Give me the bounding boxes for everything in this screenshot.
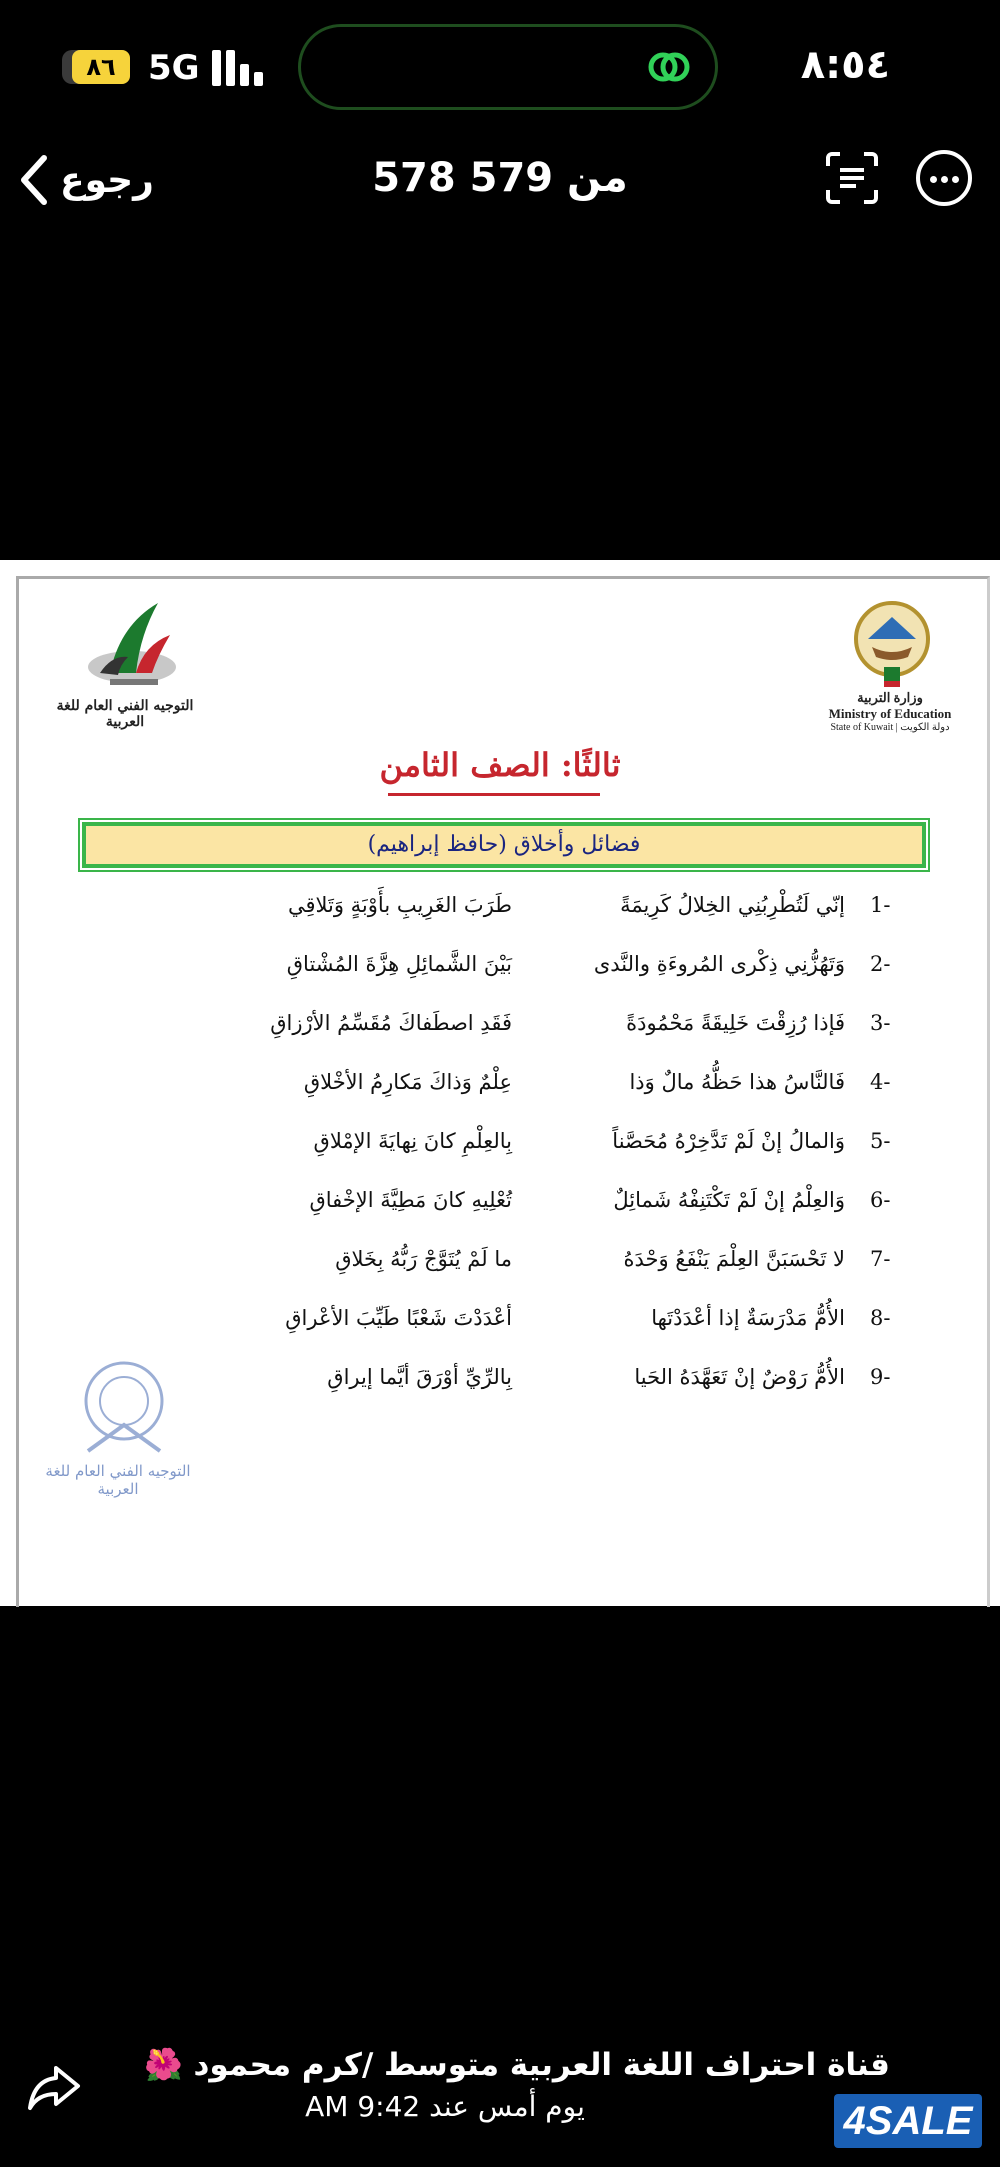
link-icon bbox=[643, 41, 695, 93]
verse-first-half: وَالمالُ إنْ لَمْ تَدَّخِرْهُ مُحَصَّناً bbox=[612, 1129, 845, 1153]
verse-row bbox=[0, 1129, 1000, 1169]
verse-second-half: أعْدَدْتَ شَعْبًا طَيِّبَ الأعْراقِ bbox=[285, 1306, 512, 1330]
document-page[interactable] bbox=[0, 560, 1000, 1606]
verse-second-half: تُعْلِيهِ كانَ مَطِيَّةَ الإخْفاقِ bbox=[309, 1188, 512, 1212]
verse-second-half: بَيْنَ الشَّمائِلِ هِزَّةَ المُشْتاقِ bbox=[286, 952, 512, 976]
verse-first-half: فَالنَّاسُ هذا حَظُّهُ مالٌ وَذا bbox=[629, 1070, 845, 1094]
arabic-guidance-logo bbox=[40, 595, 210, 705]
verse-number: 3- bbox=[870, 1011, 891, 1035]
verse-number: 2- bbox=[870, 952, 891, 976]
poem-title: فضائل وأخلاق (حافظ إبراهيم) bbox=[82, 822, 926, 868]
verse-first-half: الأُمُّ رَوْضٌ إنْ تَعَهَّدَهُ الحَيا bbox=[634, 1365, 845, 1389]
verse-row bbox=[0, 1306, 1000, 1346]
status-time: ٨:٥٤ bbox=[800, 42, 890, 88]
verse-second-half: عِلْمٌ وَذاكَ مَكارِمُ الأخْلاقِ bbox=[303, 1070, 512, 1094]
verse-second-half: بِالعِلْمِ كانَ نِهايَةَ الإمْلاقِ bbox=[313, 1129, 512, 1153]
guidance-stamp-icon bbox=[28, 1355, 208, 1475]
verse-row bbox=[0, 1070, 1000, 1110]
channel-name[interactable]: قناة احتراف اللغة العربية متوسط /كرم محمود 🌺 bbox=[144, 2047, 890, 2083]
back-button[interactable] bbox=[18, 150, 154, 210]
kuwait-emblem-icon bbox=[848, 595, 936, 695]
battery-level: ٨٦ bbox=[72, 50, 130, 84]
verse-first-half: فَإذا رُزِقْتَ خَلِيقَةً مَحْمُودَةً bbox=[626, 1011, 845, 1035]
logo-left-caption: التوجيه الفني العام للغة العربية bbox=[56, 698, 194, 730]
dynamic-island[interactable] bbox=[298, 24, 718, 110]
verse-number: 5- bbox=[870, 1129, 891, 1153]
battery-icon bbox=[62, 50, 130, 84]
verse-first-half: وَتَهُزُّنِي ذِكْرى المُروءَةِ والنَّدى bbox=[593, 952, 845, 976]
verse-first-half: لا تَحْسَبَنَّ العِلْمَ يَنْفَعُ وَحْدَهُ bbox=[623, 1247, 845, 1271]
verse-first-half: الأُمُّ مَدْرَسَةٌ إذا أعْدَدْتَها bbox=[651, 1306, 845, 1330]
verse-first-half: وَالعِلْمُ إنْ لَمْ تَكْتَنِفْهُ شَمائِلٌ bbox=[613, 1188, 845, 1212]
verse-second-half: فَقَدِ اصطَفاكَ مُقَسِّمُ الأرْزاقِ bbox=[270, 1011, 512, 1035]
verse-row bbox=[0, 1188, 1000, 1228]
verse-second-half: بِالرِّيِّ أوْرَقَ أيَّما إيراقِ bbox=[327, 1365, 512, 1389]
verse-second-half: طَرَبَ الغَرِيبِ بأَوْبَةٍ وَتَلاقِي bbox=[287, 893, 512, 917]
verse-row bbox=[0, 893, 1000, 933]
share-icon[interactable] bbox=[26, 2058, 82, 2114]
verse-first-half: إنّي لَتُطْرِبُنِي الخِلالُ كَرِيمَةً bbox=[620, 893, 845, 917]
ministry-arabic: وزارة التربية bbox=[857, 690, 923, 705]
scan-text-icon[interactable] bbox=[824, 150, 880, 206]
verse-number: 7- bbox=[870, 1247, 891, 1271]
verse-number: 8- bbox=[870, 1306, 891, 1330]
verse-number: 6- bbox=[870, 1188, 891, 1212]
ministry-caption bbox=[800, 690, 980, 733]
page-counter: 578 من 579 bbox=[372, 155, 628, 201]
state-of-kuwait: State of Kuwait | دولة الكويت bbox=[830, 722, 950, 733]
verse-number: 1- bbox=[870, 893, 891, 917]
stamp-caption: التوجيه الفني العام للغة العربية bbox=[45, 1462, 191, 1498]
more-options-button[interactable] bbox=[916, 150, 972, 206]
heading-underline bbox=[388, 793, 600, 796]
page-heading: ثالثًا: الصف الثامن bbox=[379, 746, 621, 784]
verse-number: 9- bbox=[870, 1365, 891, 1389]
network-type: 5G bbox=[148, 48, 200, 88]
verse-row bbox=[0, 1247, 1000, 1287]
message-timestamp: يوم أمس عند 9:42 AM bbox=[305, 2090, 585, 2123]
verse-number: 4- bbox=[870, 1070, 891, 1094]
chevron-left-icon bbox=[18, 152, 50, 208]
signal-icon bbox=[212, 46, 268, 86]
verse-row bbox=[0, 1011, 1000, 1051]
ministry-english: Ministry of Education bbox=[828, 706, 952, 721]
back-label: رجوع bbox=[60, 159, 154, 201]
watermark-logo: 4SALE bbox=[834, 2094, 982, 2148]
verse-row bbox=[0, 952, 1000, 992]
verse-second-half: ما لَمْ يُتَوَّجْ رَبُّهُ بِخَلاقِ bbox=[335, 1247, 512, 1271]
